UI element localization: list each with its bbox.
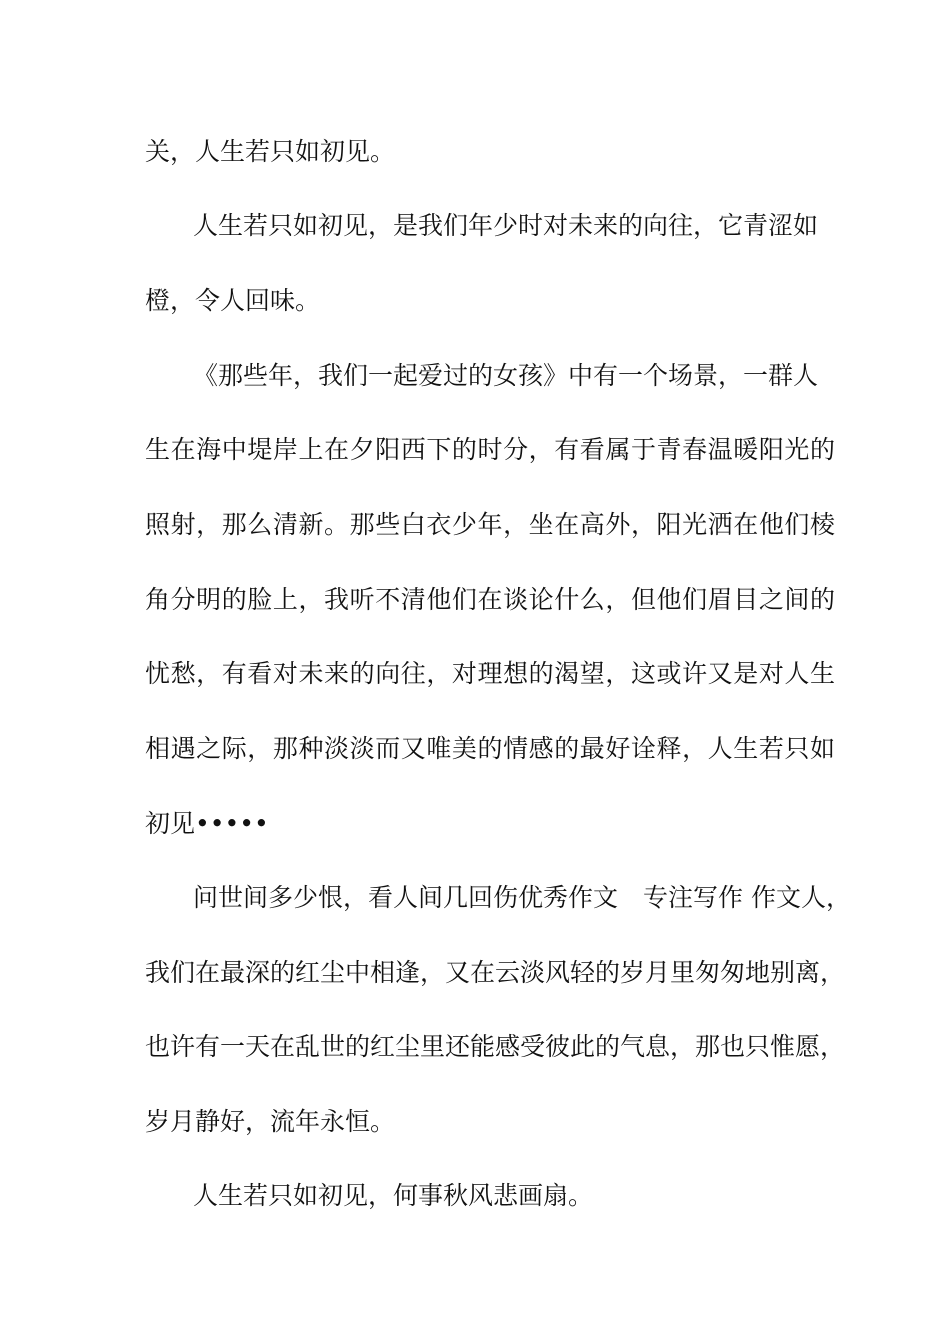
paragraph-first-line: 问世间多少恨，看人间几回伤优秀作文 专注写作 作文人， <box>193 883 851 912</box>
text-line: 忧愁，有看对未来的向往，对理想的渴望，这或许又是对人生 <box>145 659 835 688</box>
text-line: 关，人生若只如初见。 <box>145 137 396 166</box>
text-line: 也许有一天在乱世的红尘里还能感受彼此的气息，那也只惟愿， <box>145 1032 846 1061</box>
paragraph-first-line: 人生若只如初见，是我们年少时对未来的向往，它青涩如 <box>193 211 819 240</box>
text-line: 岁月静好，流年永恒。 <box>145 1107 396 1136</box>
text-line: 相遇之际，那种淡淡而又唯美的情感的最好诠释，人生若只如 <box>145 734 835 763</box>
paragraph-first-line: 《那些年，我们一起爱过的女孩》中有一个场景，一群人 <box>193 361 819 390</box>
text-line: 我们在最深的红尘中相逢，又在云淡风轻的岁月里匆匆地别离， <box>145 958 846 987</box>
text-line: 橙，令人回味。 <box>145 286 321 315</box>
text-line: 照射，那么清新。那些白衣少年，坐在高外，阳光洒在他们棱 <box>145 510 835 539</box>
paragraph-first-line: 人生若只如初见，何事秋风悲画扇。 <box>193 1181 594 1210</box>
text-line: 初见••••• <box>145 809 269 838</box>
text-line: 生在海中堤岸上在夕阳西下的时分，有看属于青春温暖阳光的 <box>145 435 835 464</box>
text-line: 角分明的脸上，我听不清他们在谈论什么，但他们眉目之间的 <box>145 585 835 614</box>
